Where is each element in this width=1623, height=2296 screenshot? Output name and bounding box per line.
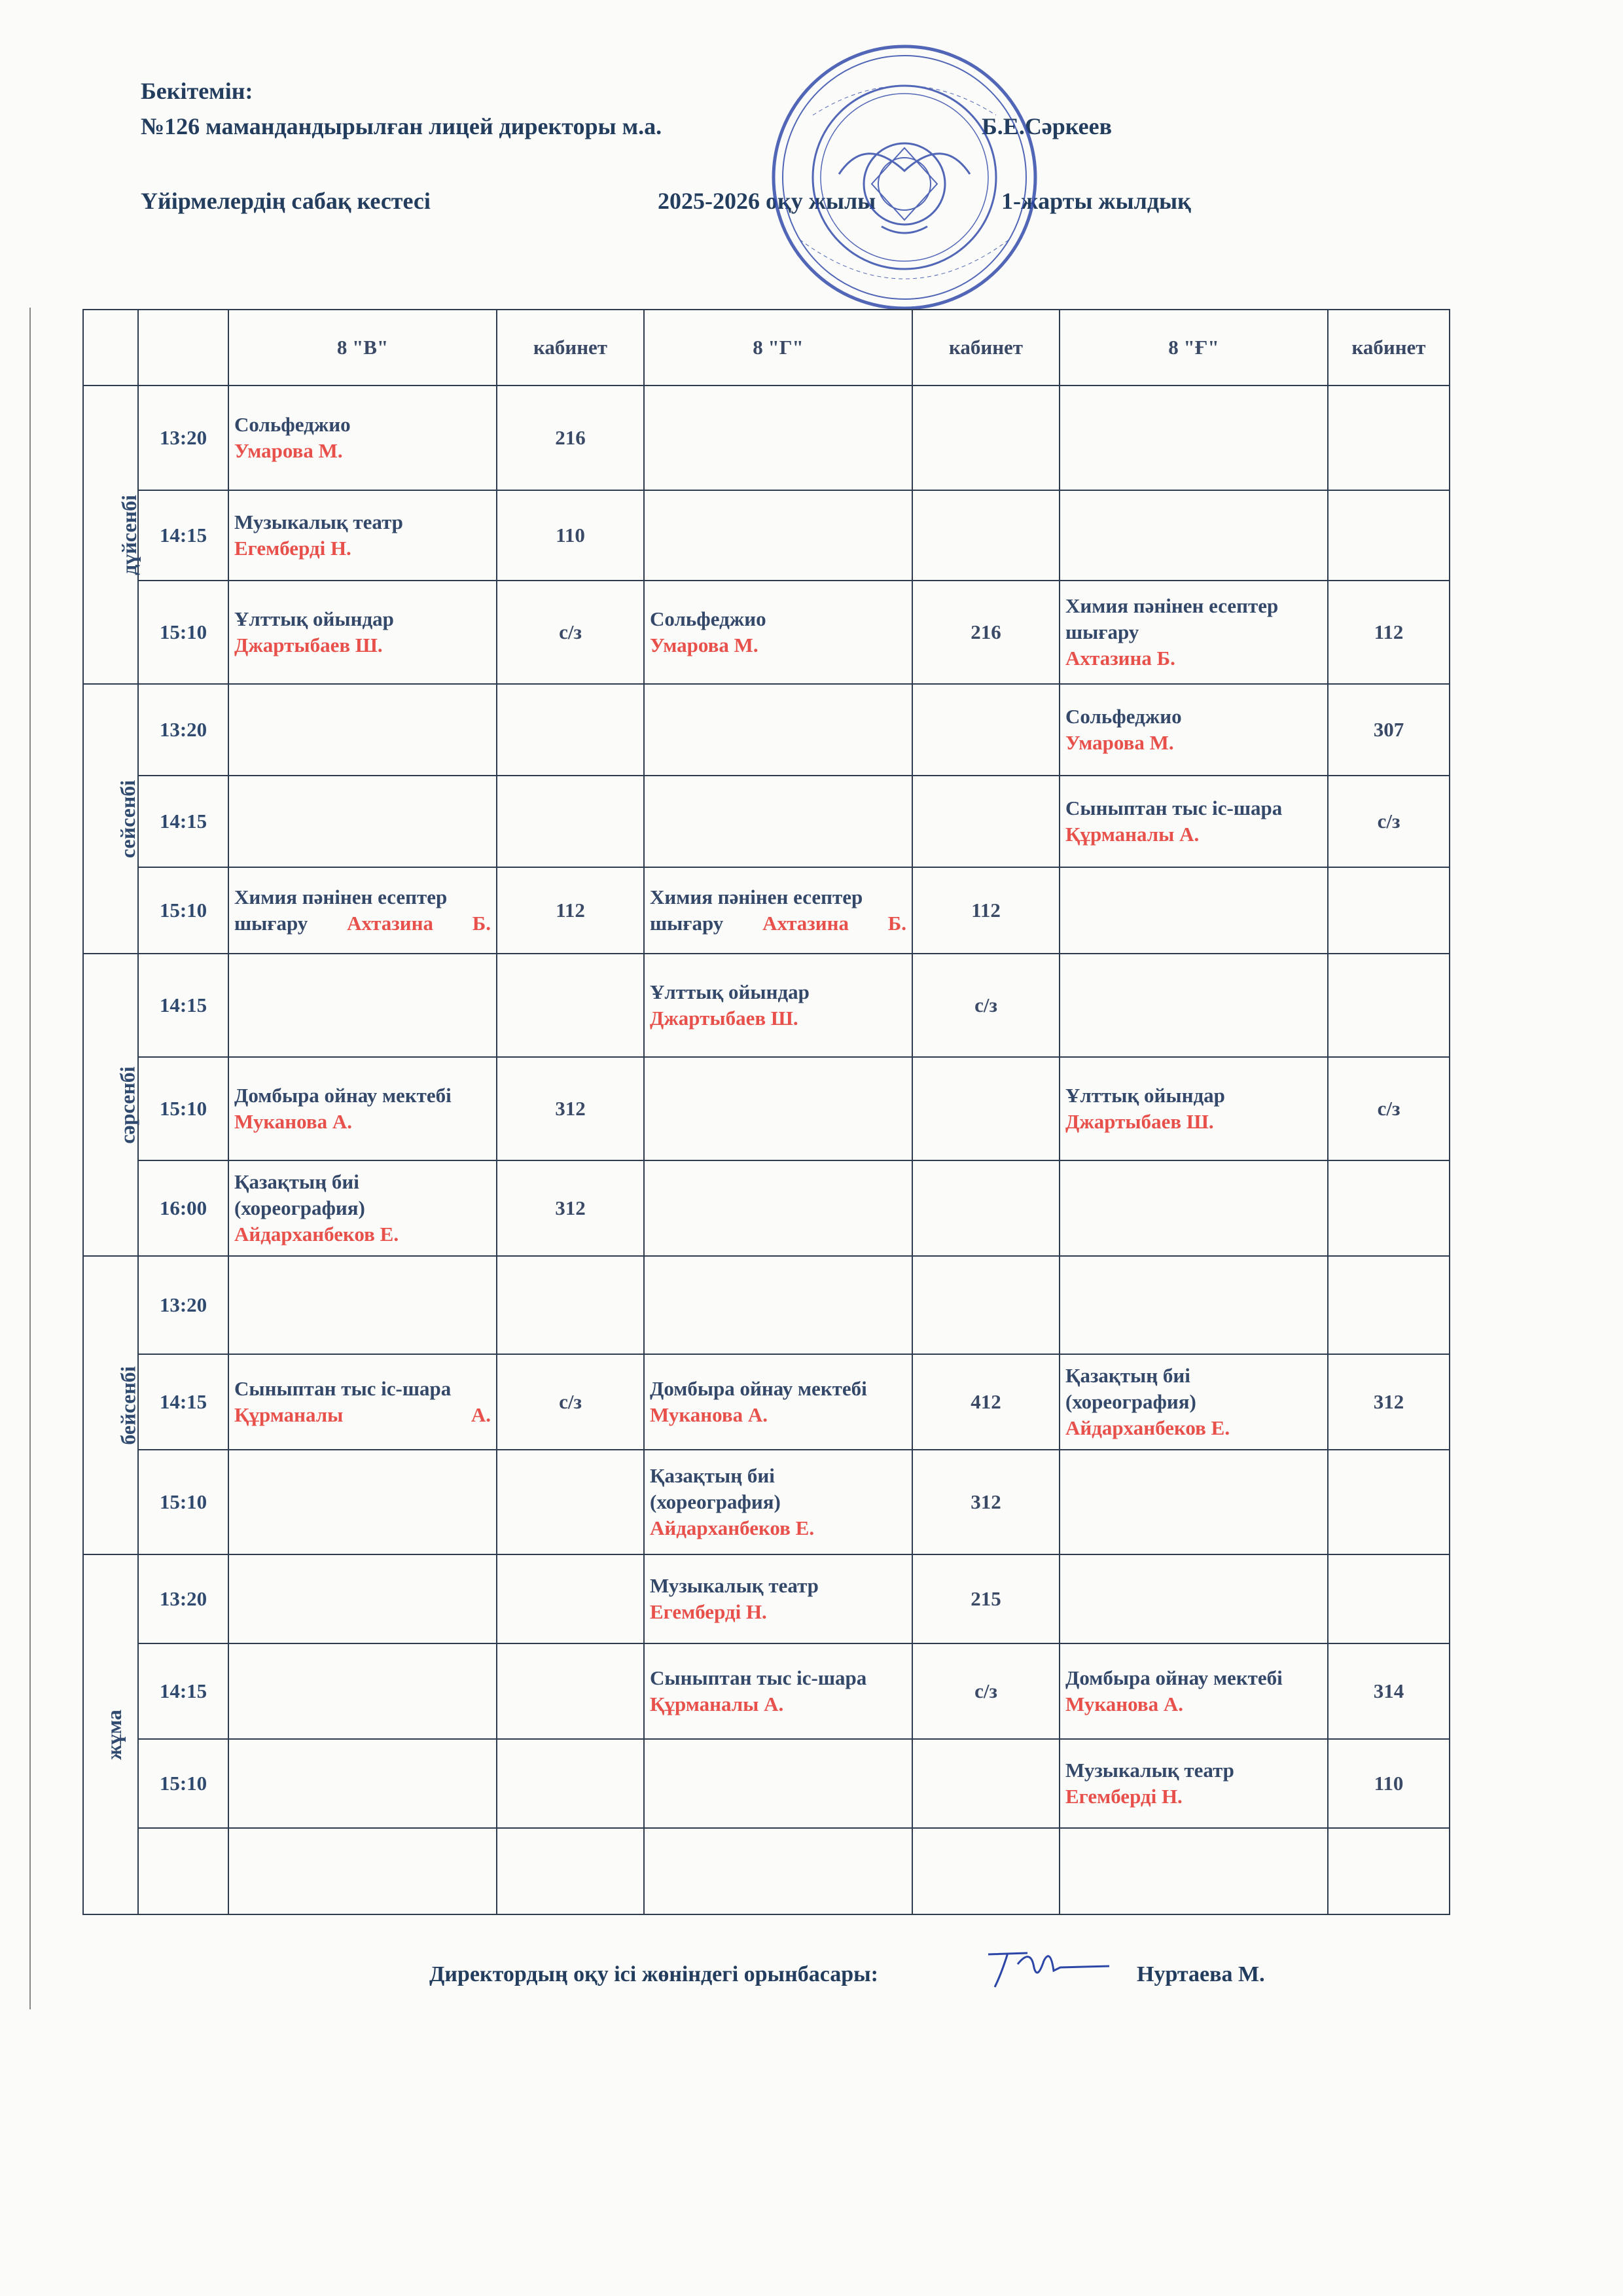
room-cell: 314 [1328, 1643, 1450, 1739]
activity-cell [228, 1554, 497, 1643]
table-row [83, 684, 1450, 776]
table-header-row [83, 310, 1450, 386]
room-cell [497, 684, 644, 776]
activity-cell [228, 954, 497, 1057]
room-cell [912, 776, 1060, 867]
activity-name: Сыныптан тыс іс-шара [234, 1377, 452, 1401]
teacher-name: Құрманалы А. [650, 1693, 784, 1715]
activity-cell [228, 867, 497, 954]
header-time-cell [138, 310, 228, 386]
activity-cell [228, 1450, 497, 1554]
room-cell [912, 684, 1060, 776]
room-cell [912, 1160, 1060, 1256]
activity-cell [644, 581, 912, 684]
official-stamp-icon [741, 43, 1068, 325]
room-cell: 215 [912, 1554, 1060, 1643]
time-cell [138, 1828, 228, 1914]
room-cell: 112 [1328, 581, 1450, 684]
teacher-name: Айдарханбеков Е. [1065, 1416, 1230, 1439]
room-cell [912, 1057, 1060, 1160]
activity-cell [1060, 1643, 1328, 1739]
table-row [83, 1160, 1450, 1256]
room-cell: с/з [912, 954, 1060, 1057]
time-cell: 14:15 [138, 954, 228, 1057]
teacher-name: Ахтазина Б. [347, 912, 491, 935]
activity-cell [644, 776, 912, 867]
column-header: 8 "Г" [644, 310, 912, 386]
activity-cell [644, 1160, 912, 1256]
teacher-name: Умарова М. [234, 439, 343, 462]
activity-cell [228, 776, 497, 867]
room-cell [1328, 386, 1450, 490]
room-cell: 307 [1328, 684, 1450, 776]
day-cell [83, 684, 138, 954]
time-cell: 13:20 [138, 1554, 228, 1643]
activity-cell [228, 581, 497, 684]
table-row [83, 867, 1450, 954]
teacher-name: Құрманалы А. [1065, 823, 1200, 846]
schedule-year: 2025-2026 оқу жылы [658, 188, 876, 214]
day-label: жұма [101, 1709, 126, 1760]
activity-cell [228, 1057, 497, 1160]
activity-name: Домбыра ойнау мектебі [234, 1084, 452, 1107]
room-cell [497, 1643, 644, 1739]
table-row [83, 490, 1450, 581]
room-cell [1328, 954, 1450, 1057]
time-cell: 15:10 [138, 867, 228, 954]
activity-cell [1060, 1256, 1328, 1354]
column-header: 8 "Ғ" [1060, 310, 1328, 386]
activity-name: Сыныптан тыс іс-шара [650, 1666, 867, 1690]
room-cell: 312 [497, 1057, 644, 1160]
time-cell: 13:20 [138, 1256, 228, 1354]
activity-cell [644, 1256, 912, 1354]
table-row [83, 1739, 1450, 1828]
room-cell: 110 [497, 490, 644, 581]
activity-cell [228, 1256, 497, 1354]
table-row [83, 1554, 1450, 1643]
room-cell: 112 [497, 867, 644, 954]
teacher-name: Ахтазина Б. [1065, 646, 1175, 670]
room-cell [497, 776, 644, 867]
activity-cell [644, 1057, 912, 1160]
margin-line [29, 308, 31, 2009]
room-cell [912, 490, 1060, 581]
activity-cell [1060, 1739, 1328, 1828]
day-label: дүйсенбі [116, 494, 141, 575]
day-label: бейсенбі [116, 1365, 140, 1445]
teacher-name: Құрманалы А. [234, 1403, 491, 1426]
activity-cell [1060, 1354, 1328, 1450]
activity-cell [1060, 386, 1328, 490]
activity-name: Ұлттық ойындар [650, 980, 810, 1004]
activity-name: Музыкалық театр [650, 1574, 819, 1598]
activity-cell [644, 1354, 912, 1450]
activity-name: Қазақтың биі (хореография) [650, 1464, 781, 1514]
room-cell: с/з [1328, 776, 1450, 867]
activity-name: Музыкалық театр [234, 511, 403, 534]
activity-name: Сольфеджио [650, 607, 766, 631]
time-cell: 13:20 [138, 684, 228, 776]
room-cell [912, 1828, 1060, 1914]
teacher-name: Егемберді Н. [234, 537, 351, 560]
activity-name: Химия пәнінен есептер шығару [234, 886, 448, 935]
activity-cell [1060, 1554, 1328, 1643]
room-cell: 216 [912, 581, 1060, 684]
schedule-title: Үйірмелердің сабақ кестесі [141, 188, 431, 214]
table-row [83, 1643, 1450, 1739]
teacher-name: Айдарханбеков Е. [650, 1516, 815, 1539]
room-cell: 312 [497, 1160, 644, 1256]
time-cell: 15:10 [138, 1057, 228, 1160]
activity-cell [228, 1354, 497, 1450]
approve-text: №126 мамандандырылған лицей директоры м.а. [141, 113, 662, 139]
table-row [83, 386, 1450, 490]
activity-cell [644, 386, 912, 490]
teacher-name: Джартыбаев Ш. [1065, 1110, 1214, 1133]
time-cell: 14:15 [138, 776, 228, 867]
day-label: сейсенбі [116, 780, 140, 858]
time-cell: 15:10 [138, 1739, 228, 1828]
room-cell: с/з [912, 1643, 1060, 1739]
teacher-name: Муканова А. [1065, 1693, 1183, 1715]
teacher-name: Муканова А. [650, 1403, 768, 1426]
time-cell: 14:15 [138, 1643, 228, 1739]
activity-name: Домбыра ойнау мектебі [1065, 1666, 1283, 1690]
activity-cell [644, 1739, 912, 1828]
activity-name: Ұлттық ойындар [1065, 1084, 1225, 1107]
room-cell: 112 [912, 867, 1060, 954]
room-cell: 110 [1328, 1739, 1450, 1828]
time-cell: 16:00 [138, 1160, 228, 1256]
room-cell [1328, 1256, 1450, 1354]
teacher-name: Егемберді Н. [1065, 1785, 1183, 1808]
table-row [83, 1057, 1450, 1160]
activity-cell [644, 954, 912, 1057]
room-cell [1328, 1828, 1450, 1914]
signature-icon [982, 1941, 1113, 1994]
activity-cell [228, 1828, 497, 1914]
room-cell: с/з [497, 1354, 644, 1450]
activity-name: Қазақтың биі (хореография) [234, 1170, 365, 1220]
room-cell: 412 [912, 1354, 1060, 1450]
room-cell [497, 1828, 644, 1914]
time-cell: 14:15 [138, 1354, 228, 1450]
activity-cell [1060, 684, 1328, 776]
activity-name: Қазақтың биі (хореография) [1065, 1364, 1196, 1414]
activity-cell [1060, 490, 1328, 581]
activity-name: Музыкалық театр [1065, 1759, 1234, 1782]
teacher-name: Умарова М. [650, 634, 758, 656]
header-day-cell [83, 310, 138, 386]
activity-name: Ұлттық ойындар [234, 607, 394, 631]
activity-name: Сыныптан тыс іс-шара [1065, 797, 1283, 820]
room-cell [1328, 490, 1450, 581]
activity-name: Химия пәнінен есептер шығару [650, 886, 863, 935]
schedule-table [82, 309, 1450, 1915]
day-label: сәрсенбі [115, 1066, 139, 1144]
activity-cell [1060, 1828, 1328, 1914]
day-cell [83, 386, 141, 684]
activity-cell [228, 1160, 497, 1256]
day-cell [83, 954, 138, 1256]
activity-name: Домбыра ойнау мектебі [650, 1377, 867, 1401]
room-cell [497, 1450, 644, 1554]
teacher-name: Ахтазина Б. [762, 912, 906, 935]
activity-cell [1060, 954, 1328, 1057]
day-cell [83, 1256, 138, 1554]
room-cell [912, 1739, 1060, 1828]
teacher-name: Айдарханбеков Е. [234, 1222, 399, 1246]
room-cell: 312 [912, 1450, 1060, 1554]
teacher-name: Егемберді Н. [650, 1600, 767, 1623]
table-row [83, 581, 1450, 684]
activity-cell [644, 684, 912, 776]
activity-cell [644, 867, 912, 954]
day-cell [83, 1554, 138, 1914]
activity-cell [228, 1739, 497, 1828]
activity-cell [1060, 1450, 1328, 1554]
activity-cell [644, 1828, 912, 1914]
activity-cell [644, 1643, 912, 1739]
activity-cell [228, 386, 497, 490]
activity-cell [1060, 1057, 1328, 1160]
activity-name: Химия пәнінен есептер шығару [1065, 594, 1279, 644]
room-cell [1328, 1554, 1450, 1643]
deputy-name: Нуртаева М. [1137, 1962, 1265, 1986]
table-row [83, 776, 1450, 867]
activity-cell [228, 490, 497, 581]
activity-cell [1060, 776, 1328, 867]
activity-cell [644, 1554, 912, 1643]
teacher-name: Джартыбаев Ш. [234, 634, 383, 656]
table-row [83, 1354, 1450, 1450]
room-cell [497, 954, 644, 1057]
teacher-name: Умарова М. [1065, 731, 1174, 754]
table-row [83, 1450, 1450, 1554]
activity-cell [228, 684, 497, 776]
room-cell [912, 386, 1060, 490]
activity-name: Сольфеджио [1065, 705, 1182, 728]
time-cell: 15:10 [138, 581, 228, 684]
activity-name: Сольфеджио [234, 413, 351, 437]
column-header: 8 "В" [228, 310, 497, 386]
teacher-name: Джартыбаев Ш. [650, 1007, 798, 1030]
room-cell [497, 1554, 644, 1643]
schedule-term: 1-жарты жылдық [1001, 188, 1191, 214]
table-row [83, 1828, 1450, 1914]
room-cell [497, 1256, 644, 1354]
time-cell: 15:10 [138, 1450, 228, 1554]
room-cell [1328, 867, 1450, 954]
table-row [83, 954, 1450, 1057]
column-header: кабинет [1328, 310, 1450, 386]
room-cell [1328, 1160, 1450, 1256]
table-row [83, 1256, 1450, 1354]
activity-cell [1060, 581, 1328, 684]
column-header: кабинет [912, 310, 1060, 386]
room-cell: с/з [1328, 1057, 1450, 1160]
room-cell [912, 1256, 1060, 1354]
time-cell: 13:20 [138, 386, 228, 490]
room-cell [497, 1739, 644, 1828]
activity-cell [644, 1450, 912, 1554]
activity-cell [644, 490, 912, 581]
activity-cell [1060, 867, 1328, 954]
room-cell: 312 [1328, 1354, 1450, 1450]
deputy-label: Директордың оқу ісі жөніндегі орынбасары: [429, 1962, 878, 1986]
time-cell: 14:15 [138, 490, 228, 581]
teacher-name: Муканова А. [234, 1110, 352, 1133]
room-cell: с/з [497, 581, 644, 684]
approve-label: Бекітемін: [141, 78, 253, 104]
column-header: кабинет [497, 310, 644, 386]
room-cell [1328, 1450, 1450, 1554]
director-name: Б.Е.Сәркеев [982, 113, 1113, 139]
activity-cell [228, 1643, 497, 1739]
activity-cell [1060, 1160, 1328, 1256]
room-cell: 216 [497, 386, 644, 490]
